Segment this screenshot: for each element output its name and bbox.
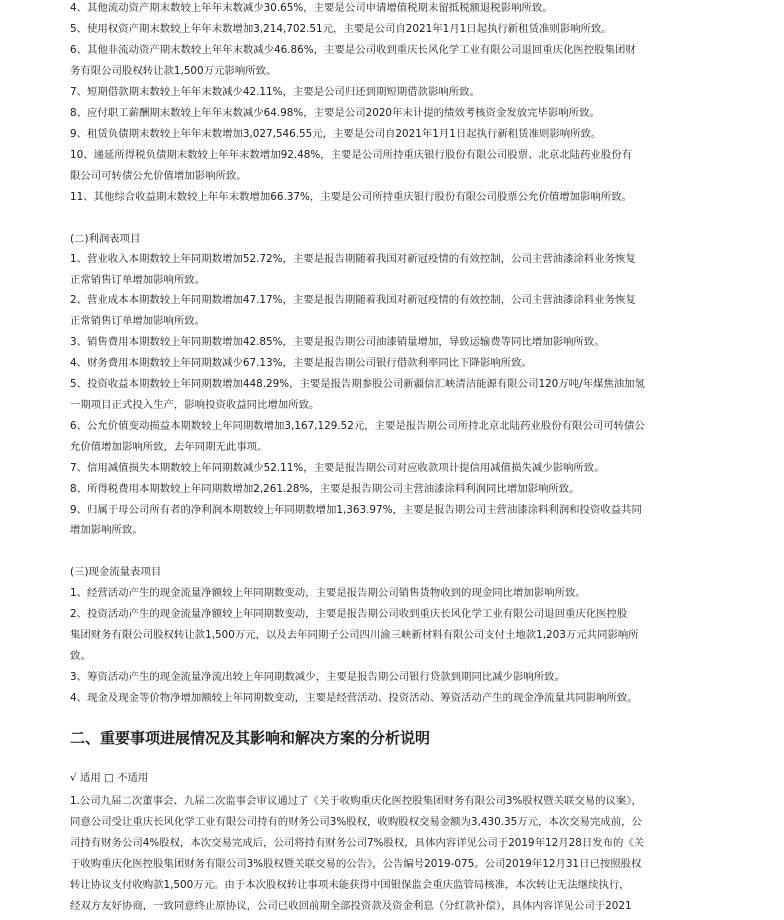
text-line: 2、营业成本本期数较上年同期数增加47.17%，主要是报告期随着我国对新冠疫情的有效控制，公司主营油漆涂料业务恢复 xyxy=(70,294,636,306)
text-line: 4、财务费用本期数较上年同期数减少67.13%，主要是报告期公司银行借款利率同比下降影响所致。 xyxy=(70,357,532,369)
text-line: 集团财务有限公司股权转让款1,500万元，以及去年同期子公司四川渝三峡新材料有限公司支付土地款1,203万元共同影响所 xyxy=(70,629,639,641)
text-line: 9、归属于母公司所有者的净利润本期数较上年同期数增加1,363.97%，主要是报告期公司主营油漆涂料利润和投资收益共同 xyxy=(70,504,642,516)
text-line: 8、应付职工薪酬期末数较上年年末数减少64.98%，主要是公司2020年末计提的绩效考核资金发放完毕影响所致。 xyxy=(70,107,600,119)
text-line: 务有限公司股权转让款1,500万元影响所致。 xyxy=(70,65,277,77)
text-line: 3、筹资活动产生的现金流量净流出较上年同期数减少，主要是报告期公司银行贷款到期同比减少影响所致。 xyxy=(70,671,565,683)
text-line: 限公司可转债公允价值增加影响所致。 xyxy=(70,170,247,182)
text-line: 致。 xyxy=(70,650,91,662)
text-line: 5、投资收益本期数较上年同期数增加448.29%，主要是报告期参股公司新疆信汇峡清洁能源有限公司120万吨/年煤焦油加氢 xyxy=(70,378,645,390)
text-line: 经双方友好协商，一致同意终止原协议，公司已收回前期全部投资款及资金利息（分红款补偿），具体内容详见公司于2021 xyxy=(70,900,632,912)
text-line: 正常销售订单增加影响所致。 xyxy=(70,274,206,286)
text-line: 4、其他流动资产期末数较上年年末数减少30.65%，主要是公司申请增值税期末留抵税额退税影响所致。 xyxy=(70,2,553,14)
text-line: 司持有财务公司4%股权，本次交易完成后，公司将持有财务公司7%股权，具体内容详见公司于2019年12月28日发布的《关 xyxy=(70,837,645,849)
text-line: 8、所得税费用本期数较上年同期数增加2,261.28%，主要是报告期公司主营油漆涂料利润同比增加影响所致。 xyxy=(70,483,580,495)
text-line: 转让协议支付收购款1,500万元。由于本次股权转让事项未能获得中国银保监会重庆监管局核准，本次转让无法继续执行， xyxy=(70,879,630,891)
text-line: 1、经营活动产生的现金流量净额较上年同期数变动，主要是报告期公司销售货物收到的现金同比增加影响所致。 xyxy=(70,587,586,599)
text-line: 6、其他非流动资产期末数较上年年末数减少46.86%，主要是公司收到重庆长风化学工业有限公司退回重庆化医控股集团财 xyxy=(70,44,636,56)
subsection-title: (二)利润表项目 xyxy=(70,233,141,245)
text-line: 4、现金及现金等价物净增加额较上年同期数变动，主要是经营活动、投资活动、筹资活动产生的现金净流量共同影响所致。 xyxy=(70,692,638,704)
text-line: 7、短期借款期末数较上年年末数减少42.11%，主要是公司归还到期短期借款影响所致。 xyxy=(70,86,480,98)
text-line: 允价值增加影响所致，去年同期无此事项。 xyxy=(70,441,268,453)
text-line: 9、租赁负债期末数较上年年末数增加3,027,546.55元，主要是公司自2021年1月1日起执行新租赁准则影响所致。 xyxy=(70,128,602,140)
text-line: 3、销售费用本期数较上年同期数增加42.85%，主要是报告期公司油漆销量增加，导致运输费等同比增加影响所致。 xyxy=(70,336,605,348)
text-line: 7、信用减值损失本期数较上年同期数减少52.11%，主要是报告期公司对应收款项计提信用减值损失减少影响所致。 xyxy=(70,462,605,474)
subsection-title: (三)现金流量表项目 xyxy=(70,566,162,578)
applicability-indicator: √ 适用 □ 不适用 xyxy=(70,772,149,784)
text-line: 于收购重庆化医控股集团财务有限公司3%股权暨关联交易的公告》，公告编号2019-075。公司2019年12月31日已按照股权 xyxy=(70,858,642,870)
text-line: 增加影响所致。 xyxy=(70,524,143,536)
text-line: 1、营业收入本期数较上年同期数增加52.72%，主要是报告期随着我国对新冠疫情的有效控制，公司主营油漆涂料业务恢复 xyxy=(70,253,636,265)
text-line: 2、投资活动产生的现金流量净额较上年同期数变动，主要是报告期公司收到重庆长风化学工业有限公司退回重庆化医控股 xyxy=(70,608,628,620)
text-line: 6、公允价值变动损益本期数较上年同期数增加3,167,129.52元，主要是报告期公司所持北京北陆药业股份有限公司可转债公 xyxy=(70,420,645,432)
text-line: 正常销售订单增加影响所致。 xyxy=(70,315,206,327)
section-heading: 二、重要事项进展情况及其影响和解决方案的分析说明 xyxy=(70,729,431,747)
text-line: 10、递延所得税负债期末数较上年年末数增加92.48%，主要是公司所持重庆银行股份有限公司股票、北京北陆药业股份有 xyxy=(70,149,632,161)
text-line: 1.公司九届二次董事会、九届二次监事会审议通过了《关于收购重庆化医控股集团财务有限公司3%股权暨关联交易的议案》， xyxy=(70,795,642,807)
text-line: 一期项目正式投入生产，影响投资收益同比增加所致。 xyxy=(70,399,320,411)
text-line: 11、其他综合收益期末数较上年年末数增加66.37%，主要是公司所持重庆银行股份有限公司股票公允价值增加影响所致。 xyxy=(70,191,632,203)
text-line: 同意公司受让重庆长风化学工业有限公司持有的财务公司3%股权，收购股权交易金额为3,430.35万元，本次交易完成前，公 xyxy=(70,816,642,828)
text-line: 5、使用权资产期末数较上年年末数增加3,214,702.51元，主要是公司自2021年1月1日起执行新租赁准则影响所致。 xyxy=(70,23,612,35)
